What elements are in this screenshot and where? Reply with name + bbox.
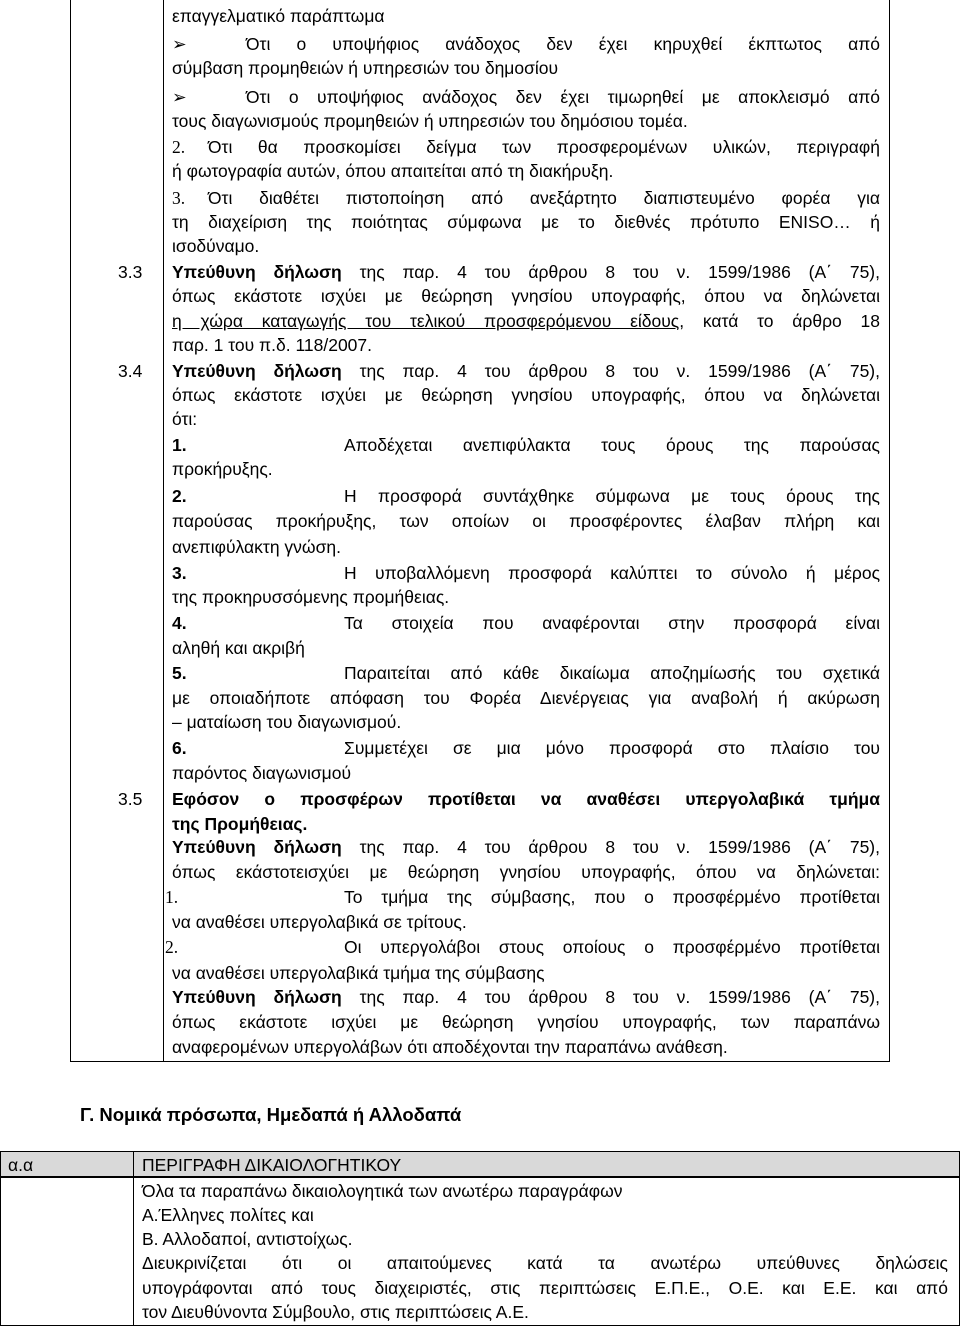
item-text: Παραιτείται από κάθε δικαίωμα αποζημίωσής του σχετικά bbox=[344, 663, 880, 683]
item-text: Οι υπεργολάβοι στους οποίους ο προσφέρμένο προτίθεται bbox=[344, 937, 880, 957]
item-text: Τα στοιχεία που αναφέρονται στην προσφορά είναι bbox=[344, 613, 880, 633]
declaration-label: Υπεύθυνη δήλωση bbox=[172, 837, 342, 857]
item-number: 6. bbox=[172, 738, 187, 758]
section-text-part: της παρ. 4 του άρθρου 8 του ν. 1599/1986 (Α΄ 75), bbox=[341, 837, 880, 857]
section-number: 3.3 bbox=[118, 262, 143, 282]
item-text: Η προσφορά συντάχθηκε σύμφωνα με τους όρους της bbox=[344, 486, 880, 506]
section-text: παρ. 1 του π.δ. 118/2007. bbox=[172, 335, 373, 355]
section-text: όπως εκάστοτε ισχύει με θεώρηση γνησίου υπογραφής, όπου να δηλώνεται bbox=[172, 385, 880, 405]
item-number: 3. bbox=[172, 563, 187, 583]
section-text bbox=[172, 261, 880, 283]
item-text: ανεπιφύλακτη γνώση. bbox=[172, 537, 341, 557]
item-text: παρούσας προκήρυξης, των οποίων οι προσφέροντες έλαβαν πλήρη και bbox=[172, 511, 880, 531]
item-text: Αποδέχεται ανεπιφύλακτα τους όρους της παρούσας bbox=[344, 435, 880, 455]
item-text: της προκηρυσσόμενης προμήθειας. bbox=[172, 587, 450, 607]
item-text: προκήρυξης. bbox=[172, 459, 273, 479]
bullet-text: τους διαγωνισμούς προμηθειών ή υπηρεσιών του δημόσιου τομέα. bbox=[172, 111, 688, 131]
section-text: όπως εκάστοτε ισχύει με θεώρηση γνησίου υπογραφής, όπου να δηλώνεται bbox=[172, 286, 880, 306]
section-text-part: της παρ. 4 του άρθρου 8 του ν. 1599/1986 (Α΄ 75), bbox=[341, 987, 880, 1007]
item-text: παρόντος διαγωνισμού bbox=[172, 763, 352, 783]
item-text: Συμμετέχει σε μια μόνο προσφορά στο πλαίσιο του bbox=[344, 738, 880, 758]
section-text-part: , κατά το άρθρο 18 bbox=[679, 311, 880, 331]
item-text: τη διαχείριση της ποιότητας σύμφωνα με το διεθνές πρότυπο ENISO… ή bbox=[172, 212, 880, 232]
declaration-label: Υπεύθυνη δήλωση bbox=[172, 361, 342, 381]
section-heading: Εφόσον ο προσφέρων προτίθεται να αναθέσει υπεργολαβικά τμήμα bbox=[172, 789, 880, 809]
section-text bbox=[172, 836, 880, 858]
section-heading-g: Γ. Νομικά πρόσωπα, Ημεδαπά ή Αλλοδαπά bbox=[80, 1104, 462, 1125]
item-text: Η υποβαλλόμενη προσφορά καλύπτει το σύνολο ή μέρος bbox=[344, 563, 880, 583]
column-header-description: ΠΕΡΙΓΡΑΦΗ ΔΙΚΑΙΟΛΟΓΗΤΙΚΟΥ bbox=[142, 1155, 402, 1175]
description-line: Όλα τα παραπάνω δικαιολογητικά των ανωτέρω παραγράφων bbox=[142, 1181, 623, 1201]
lower-table-header-line bbox=[0, 1177, 960, 1178]
section-text: όπως εκάστοτεισχύει με θεώρηση γνησίου υπογραφής, όπου να δηλώνεται: bbox=[172, 862, 880, 882]
description-line: Β. Αλλοδαποί, αντιστοίχως. bbox=[142, 1229, 353, 1249]
item-text: να αναθέσει υπεργολαβικά τμήμα της σύμβασης bbox=[172, 963, 545, 983]
item-text: Ότι διαθέτει πιστοποίηση από ανεξάρτητο διαπιστευμένο φορέα για bbox=[208, 188, 880, 208]
section-text-part: της παρ. 4 του άρθρου 8 του ν. 1599/1986 (Α΄ 75), bbox=[341, 361, 880, 381]
item-number: 2. bbox=[172, 486, 187, 506]
bullet-text: Ότι ο υποψήφιος ανάδοχος δεν έχει κηρυχθεί έκπτωτος από bbox=[246, 34, 880, 54]
item-text: με οποιαδήποτε απόφαση του Φορέα Διενέργειας για αναβολή ή ακύρωση bbox=[172, 688, 880, 708]
item-number: 4. bbox=[172, 613, 187, 633]
arrow-bullet-icon: ➢ bbox=[172, 87, 187, 107]
item-text: Ότι θα προσκομίσει δείγμα των προσφερομένων υλικών, περιγραφή bbox=[208, 137, 880, 157]
text-line: επαγγελματικό παράπτωμα bbox=[172, 6, 385, 26]
section-heading: της Προμήθειας. bbox=[172, 814, 308, 834]
description-line: Διευκρινίζεται ότι οι απαιτούμενες κατά τα ανωτέρω υπεύθυνες δηλώσεις bbox=[142, 1253, 948, 1273]
section-number: 3.4 bbox=[118, 361, 143, 381]
item-text: αληθή και ακριβή bbox=[172, 638, 305, 658]
item-text: Το τμήμα της σύμβασης, που ο προσφέρμένο προτίθεται bbox=[344, 887, 880, 907]
arrow-bullet-icon: ➢ bbox=[172, 34, 187, 54]
item-text: – ματαίωση του διαγωνισμού. bbox=[172, 712, 402, 732]
section-text: ότι: bbox=[172, 409, 198, 429]
item-text: να αναθέσει υπεργολαβικά σε τρίτους. bbox=[172, 912, 467, 932]
declaration-label: Υπεύθυνη δήλωση bbox=[172, 987, 342, 1007]
section-text: αναφερομένων υπεργολάβων ότι αποδέχονται την παραπάνω ανάθεση. bbox=[172, 1037, 728, 1057]
item-number: 5. bbox=[172, 663, 187, 683]
item-number: 1. bbox=[172, 435, 187, 455]
item-number: 3. bbox=[172, 188, 186, 208]
upper-table-column-divider bbox=[163, 0, 164, 1062]
declaration-label: Υπεύθυνη δήλωση bbox=[172, 262, 342, 282]
section-number: 3.5 bbox=[118, 789, 143, 809]
item-number: 1. bbox=[165, 887, 179, 907]
column-header-aa: α.α bbox=[8, 1155, 34, 1175]
description-line: Α.Έλληνες πολίτες και bbox=[142, 1205, 314, 1225]
section-text bbox=[172, 360, 880, 382]
section-text bbox=[172, 310, 880, 332]
section-text-part: της παρ. 4 του άρθρου 8 του ν. 1599/1986 (Α΄ 75), bbox=[341, 262, 880, 282]
section-text bbox=[172, 986, 880, 1008]
description-line: υπογράφονται από τους διαχειριστές, στις περιπτώσεις Ε.Π.Ε., Ο.Ε. και Ε.Ε. και από bbox=[142, 1278, 948, 1298]
item-number: 2. bbox=[165, 937, 179, 957]
item-text: ισοδύναμο. bbox=[172, 236, 260, 256]
origin-country-underlined: η χώρα καταγωγής του τελικού προσφερόμενου είδους bbox=[172, 311, 680, 331]
bullet-text: σύμβαση προμηθειών ή υπηρεσιών του δημοσίου bbox=[172, 58, 559, 78]
item-number: 2. bbox=[172, 137, 186, 157]
item-text: ή φωτογραφία αυτών, όπου απαιτείται από τη διακήρυξη. bbox=[172, 161, 614, 181]
bullet-text: Ότι ο υποψήφιος ανάδοχος δεν έχει τιμωρηθεί με αποκλεισμό από bbox=[246, 87, 880, 107]
section-text: όπως εκάστοτε ισχύει με θεώρηση γνησίου υπογραφής, των παραπάνω bbox=[172, 1012, 880, 1032]
description-line: τον Διευθύνοντα Σύμβουλο, στις περιπτώσεις Α.Ε. bbox=[142, 1302, 529, 1322]
